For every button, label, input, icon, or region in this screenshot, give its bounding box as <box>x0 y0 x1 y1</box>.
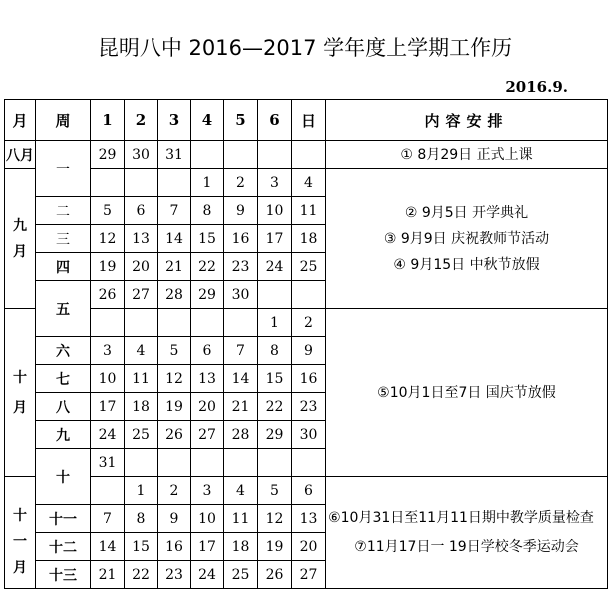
notes-oct <box>326 309 608 477</box>
day-cell: 26 <box>258 561 292 589</box>
day-cell: 21 <box>158 253 191 281</box>
day-cell <box>158 449 191 477</box>
day-cell: 24 <box>258 253 292 281</box>
day-cell <box>191 449 224 477</box>
day-cell: 13 <box>125 225 158 253</box>
day-cell: 2 <box>292 309 326 337</box>
day-cell: 4 <box>224 477 258 505</box>
day-cell: 31 <box>158 141 191 169</box>
day-cell <box>292 141 326 169</box>
note-item: ① 8月29日 正式上课 <box>400 146 533 163</box>
day-cell: 18 <box>224 533 258 561</box>
week-8: 八 <box>36 393 91 421</box>
header-day-2: 2 <box>125 100 158 141</box>
day-cell: 7 <box>158 197 191 225</box>
day-cell: 20 <box>292 533 326 561</box>
day-cell <box>158 169 191 197</box>
document-date: 2016.9. <box>505 78 568 96</box>
calendar-table <box>4 99 608 589</box>
header-day-7: 日 <box>292 100 326 141</box>
day-cell: 5 <box>158 337 191 365</box>
day-cell <box>191 309 224 337</box>
day-cell: 23 <box>224 253 258 281</box>
day-cell: 25 <box>224 561 258 589</box>
day-cell: 25 <box>125 421 158 449</box>
day-cell: 21 <box>224 393 258 421</box>
day-cell: 24 <box>91 421 125 449</box>
day-cell <box>191 141 224 169</box>
day-cell: 15 <box>258 365 292 393</box>
day-cell: 15 <box>191 225 224 253</box>
day-cell: 1 <box>125 477 158 505</box>
day-cell: 8 <box>191 197 224 225</box>
day-cell: 3 <box>91 337 125 365</box>
day-cell: 27 <box>191 421 224 449</box>
day-cell: 4 <box>125 337 158 365</box>
day-cell: 9 <box>224 197 258 225</box>
day-cell: 6 <box>125 197 158 225</box>
day-cell: 8 <box>258 337 292 365</box>
day-cell: 14 <box>158 225 191 253</box>
day-cell: 12 <box>258 505 292 533</box>
day-cell: 7 <box>91 505 125 533</box>
document-title: 昆明八中 2016—2017 学年度上学期工作历 <box>97 36 513 60</box>
day-cell: 15 <box>125 533 158 561</box>
day-cell: 13 <box>292 505 326 533</box>
day-cell: 17 <box>191 533 224 561</box>
day-cell: 11 <box>292 197 326 225</box>
day-cell: 21 <box>91 561 125 589</box>
day-cell: 10 <box>258 197 292 225</box>
day-cell: 1 <box>258 309 292 337</box>
day-cell: 29 <box>258 421 292 449</box>
week-10: 十 <box>36 449 91 505</box>
day-cell <box>158 309 191 337</box>
day-cell: 19 <box>258 533 292 561</box>
table-row <box>5 477 608 505</box>
day-cell: 27 <box>125 281 158 309</box>
day-cell: 4 <box>292 169 326 197</box>
day-cell <box>258 449 292 477</box>
day-cell <box>224 141 258 169</box>
day-cell <box>258 141 292 169</box>
note-item: ③ 9月9日 庆祝教师节活动 <box>383 230 550 247</box>
day-cell: 13 <box>191 365 224 393</box>
day-cell: 30 <box>125 141 158 169</box>
day-cell: 10 <box>191 505 224 533</box>
day-cell: 18 <box>125 393 158 421</box>
day-cell: 24 <box>191 561 224 589</box>
day-cell: 1 <box>191 169 224 197</box>
day-cell: 29 <box>191 281 224 309</box>
day-cell <box>258 281 292 309</box>
day-cell <box>125 309 158 337</box>
day-cell: 18 <box>292 225 326 253</box>
day-cell: 28 <box>224 421 258 449</box>
week-2: 二 <box>36 197 91 225</box>
day-cell: 16 <box>224 225 258 253</box>
day-cell <box>224 449 258 477</box>
week-11: 十一 <box>36 505 91 533</box>
day-cell: 3 <box>258 169 292 197</box>
month-oct-label: 十月 <box>13 369 27 416</box>
day-cell: 23 <box>158 561 191 589</box>
day-cell: 8 <box>125 505 158 533</box>
week-9: 九 <box>36 421 91 449</box>
notes-sep <box>326 169 608 309</box>
day-cell: 5 <box>258 477 292 505</box>
day-cell: 29 <box>91 141 125 169</box>
day-cell: 22 <box>125 561 158 589</box>
day-cell: 11 <box>125 365 158 393</box>
day-cell: 5 <box>91 197 125 225</box>
week-13: 十三 <box>36 561 91 589</box>
day-cell: 19 <box>91 253 125 281</box>
week-12: 十二 <box>36 533 91 561</box>
day-cell: 2 <box>224 169 258 197</box>
note-item: ② 9月5日 开学典礼 <box>404 204 529 221</box>
notes-nov <box>326 477 608 589</box>
day-cell: 19 <box>158 393 191 421</box>
month-nov-label: 十一月 <box>13 508 27 576</box>
day-cell: 26 <box>158 421 191 449</box>
day-cell: 11 <box>224 505 258 533</box>
day-cell: 22 <box>258 393 292 421</box>
day-cell: 14 <box>224 365 258 393</box>
day-cell: 30 <box>292 421 326 449</box>
day-cell: 20 <box>125 253 158 281</box>
day-cell: 9 <box>292 337 326 365</box>
day-cell: 26 <box>91 281 125 309</box>
day-cell: 3 <box>191 477 224 505</box>
header-week: 周 <box>36 100 91 141</box>
day-cell: 16 <box>292 365 326 393</box>
header-day-1: 1 <box>91 100 125 141</box>
header-content: 内容安排 <box>326 100 608 141</box>
day-cell: 12 <box>158 365 191 393</box>
day-cell: 10 <box>91 365 125 393</box>
day-cell: 20 <box>191 393 224 421</box>
day-cell: 30 <box>224 281 258 309</box>
month-sep <box>5 169 36 309</box>
day-cell: 22 <box>191 253 224 281</box>
day-cell: 27 <box>292 561 326 589</box>
header-row <box>5 100 608 141</box>
day-cell: 23 <box>292 393 326 421</box>
day-cell: 25 <box>292 253 326 281</box>
day-cell: 12 <box>91 225 125 253</box>
day-cell: 9 <box>158 505 191 533</box>
week-7: 七 <box>36 365 91 393</box>
month-aug: 八月 <box>5 141 36 169</box>
day-cell <box>292 281 326 309</box>
week-3: 三 <box>36 225 91 253</box>
note-item: ④ 9月15日 中秋节放假 <box>393 256 540 273</box>
day-cell <box>292 449 326 477</box>
day-cell <box>91 477 125 505</box>
week-1: 一 <box>36 141 91 197</box>
notes-aug <box>326 141 608 169</box>
header-month: 月 <box>5 100 36 141</box>
day-cell <box>125 169 158 197</box>
day-cell: 6 <box>292 477 326 505</box>
day-cell: 31 <box>91 449 125 477</box>
month-oct <box>5 309 36 477</box>
day-cell <box>125 449 158 477</box>
note-item: ⑤10月1日至7日 国庆节放假 <box>377 384 556 401</box>
day-cell: 14 <box>91 533 125 561</box>
note-item: ⑦11月17日一 19日学校冬季运动会 <box>354 538 579 555</box>
header-day-4: 4 <box>191 100 224 141</box>
day-cell: 28 <box>158 281 191 309</box>
table-row <box>5 169 608 197</box>
header-day-6: 6 <box>258 100 292 141</box>
week-6: 六 <box>36 337 91 365</box>
header-day-3: 3 <box>158 100 191 141</box>
month-sep-label: 九月 <box>13 217 27 260</box>
table-row <box>5 309 608 337</box>
day-cell: 2 <box>158 477 191 505</box>
week-4: 四 <box>36 253 91 281</box>
header-day-5: 5 <box>224 100 258 141</box>
day-cell: 16 <box>158 533 191 561</box>
day-cell <box>224 309 258 337</box>
table-row <box>5 141 608 169</box>
month-nov <box>5 477 36 589</box>
day-cell: 7 <box>224 337 258 365</box>
day-cell <box>91 309 125 337</box>
note-item: ⑥10月31日至11月11日期中教学质量检查 <box>328 509 594 526</box>
day-cell: 17 <box>91 393 125 421</box>
week-5: 五 <box>36 281 91 337</box>
day-cell: 17 <box>258 225 292 253</box>
day-cell: 6 <box>191 337 224 365</box>
day-cell <box>91 169 125 197</box>
